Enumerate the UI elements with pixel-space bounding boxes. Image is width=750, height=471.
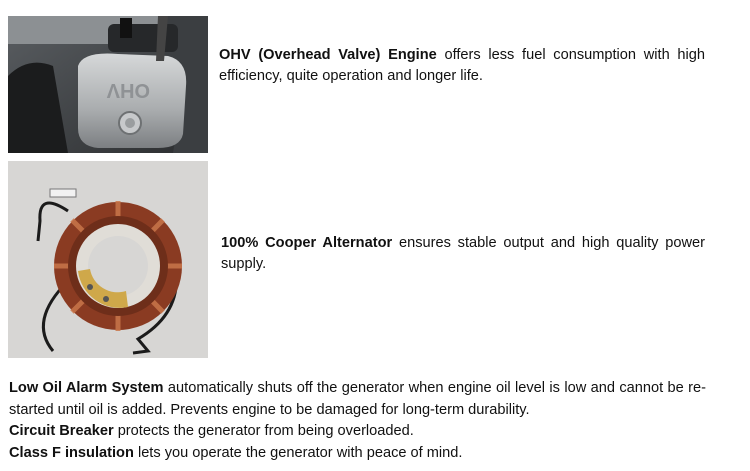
feature-text: offers less fuel consumption with high efficiency, quite operation and longer life. bbox=[219, 47, 705, 84]
alternator-photo bbox=[8, 161, 208, 358]
feature-alternator bbox=[221, 233, 705, 275]
feature-text: protects the generator from being overloaded. bbox=[113, 423, 414, 439]
feature-low-oil-alarm bbox=[9, 378, 706, 421]
feature-title: Circuit Breaker bbox=[9, 423, 114, 439]
feature-ohv-engine bbox=[219, 45, 705, 87]
feature-text: ensures stable output and high quality power supply. bbox=[221, 235, 705, 272]
feature-text: lets you operate the generator with peace of mind. bbox=[133, 444, 463, 461]
feature-title: Low Oil Alarm System bbox=[9, 380, 164, 396]
svg-text:OHV: OHV bbox=[106, 79, 150, 101]
feature-title: Class F insulation bbox=[9, 444, 134, 461]
feature-text: automatically shuts off the generator when engine oil level is low and cannot be re-started until oil is added. Prevents engine to be damaged for long-term durability. bbox=[9, 380, 706, 418]
ohv-embossed-label bbox=[106, 79, 150, 101]
feature-title: OHV (Overhead Valve) Engine bbox=[219, 47, 437, 63]
bottom-features bbox=[9, 378, 706, 464]
feature-title: 100% Cooper Alternator bbox=[221, 235, 393, 251]
feature-circuit-breaker bbox=[9, 421, 706, 443]
ohv-engine-photo bbox=[8, 16, 208, 153]
feature-class-f-insulation bbox=[9, 443, 706, 465]
